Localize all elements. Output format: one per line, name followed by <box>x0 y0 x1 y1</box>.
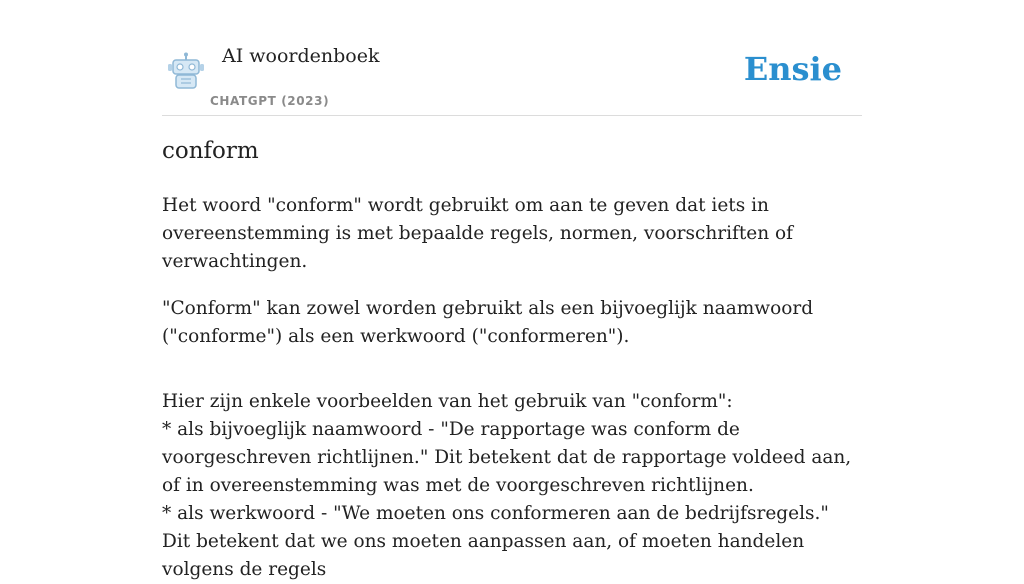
examples-intro: Hier zijn enkele voorbeelden van het gebruik van "conform": <box>162 391 733 412</box>
entry-definition <box>162 192 862 584</box>
example-item: * als werkwoord - "We moeten ons conformeren aan de bedrijfsregels." Dit betekent dat we ons moeten aanpassen aan, of moeten handelen volgens de regels <box>162 503 829 580</box>
source-meta: CHATGPT (2023) <box>210 94 330 108</box>
brand-logo[interactable]: Ensie <box>743 50 842 88</box>
entry-term: conform <box>162 138 259 164</box>
examples-block <box>162 388 862 584</box>
header <box>162 30 862 116</box>
example-item: * als bijvoeglijk naamwoord - "De rapportage was conform de voorgeschreven richtlijnen." Dit betekent dat de rapportage voldeed aan, of in overeenstemming was met de voorgeschreven richtlijnen. <box>162 419 852 496</box>
source-title[interactable]: AI woordenboek <box>222 45 380 67</box>
robot-icon <box>166 52 206 90</box>
definition-paragraph: "Conform" kan zowel worden gebruikt als een bijvoeglijk naamwoord ("conforme") als een werkwoord ("conformeren"). <box>162 298 814 347</box>
definition-paragraph: Het woord "conform" wordt gebruikt om aan te geven dat iets in overeenstemming is met bepaalde regels, normen, voorschriften of verwachtingen. <box>162 195 794 272</box>
